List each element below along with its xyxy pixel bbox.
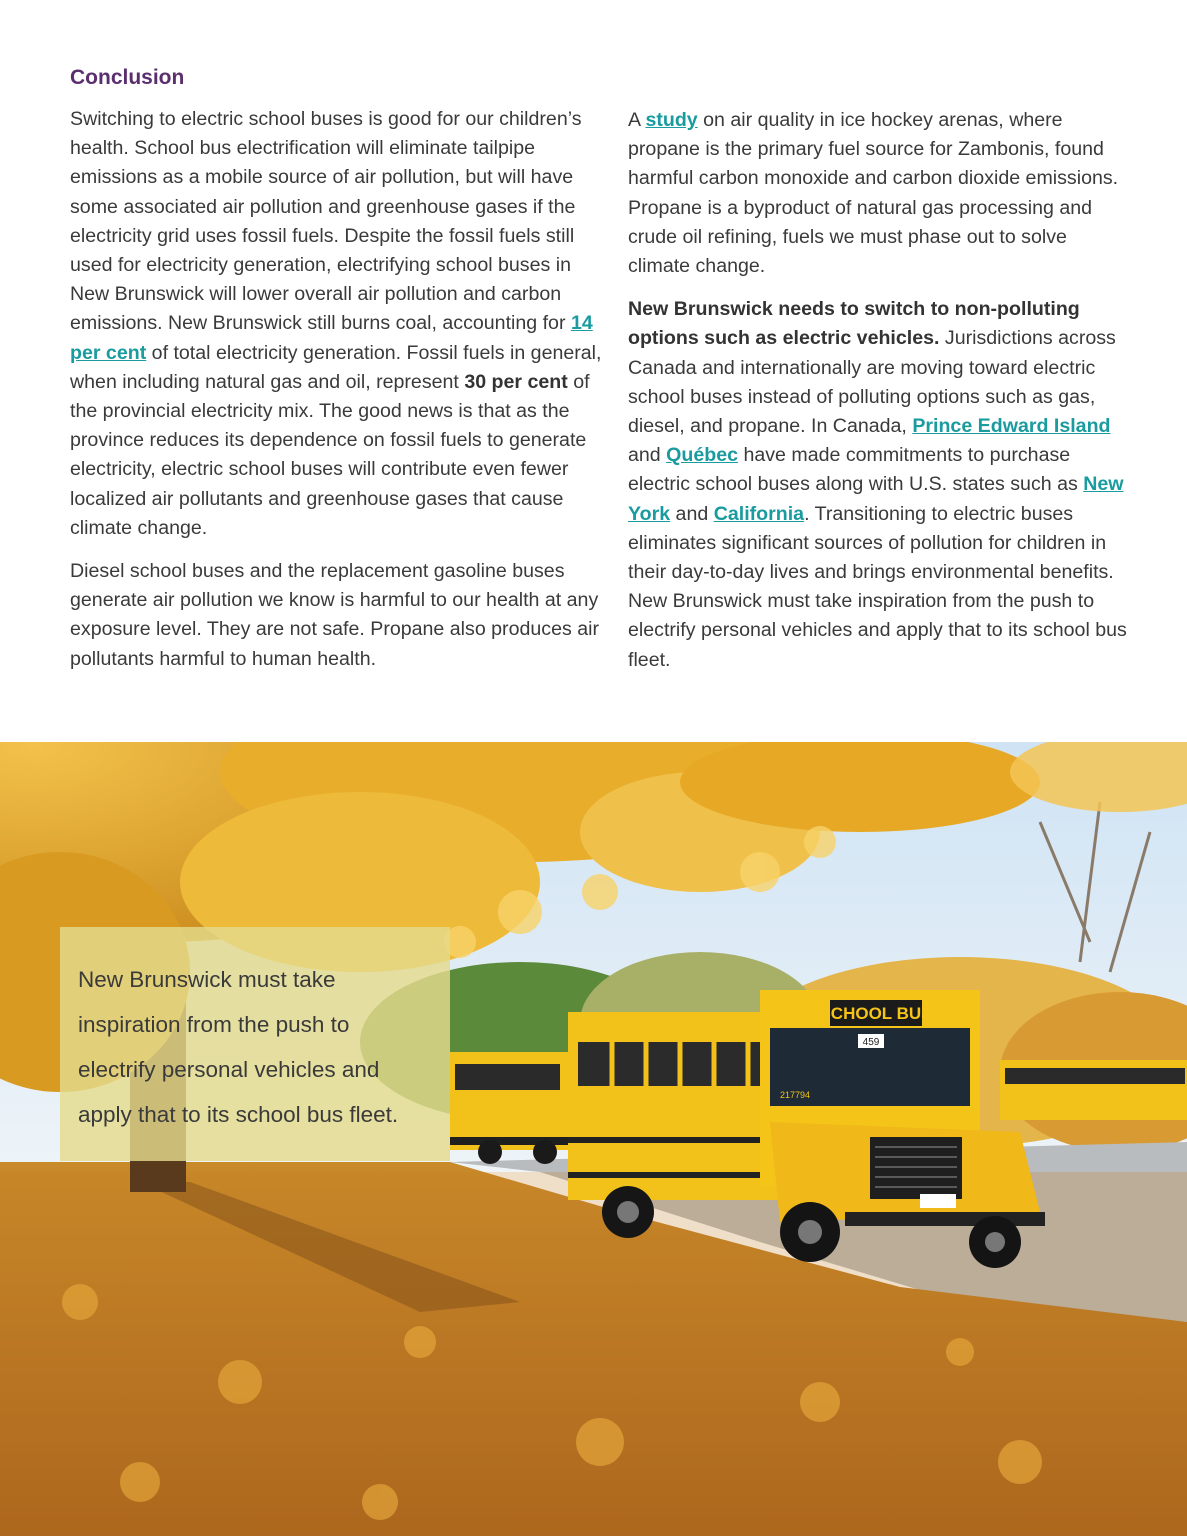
inline-link[interactable]: New York (628, 473, 1124, 525)
pull-quote-box (60, 927, 450, 1161)
paragraph (70, 557, 605, 674)
paragraph (70, 105, 605, 543)
text-run: of total electricity generation. Fossil fuels in general, when including natural gas and oil, represent (70, 341, 602, 393)
bold-text: 30 per cent (464, 370, 568, 393)
paragraph (628, 106, 1128, 281)
text-run: Diesel school buses and the replacement gasoline buses generate air pollution we know is harmful to our health at any exposure level. They are not safe. Propane also produces air pollutants harmful to human health. (70, 560, 599, 670)
text-run: and (628, 444, 667, 467)
text-run: have made commitments to purchase electric school buses along with U.S. states such as (628, 444, 1084, 496)
inline-link[interactable]: 14 per cent (70, 312, 593, 364)
paragraph (628, 295, 1128, 675)
school-bus-photo (0, 742, 1187, 1536)
inline-link[interactable]: Prince Edward Island (912, 415, 1111, 438)
text-run: Switching to electric school buses is good for our children’s health. School bus electrification will eliminate tailpipe emissions as a mobile source of air pollution, but will have some associated air pollution and greenhouse gases if the electricity grid uses fossil fuels. Despite the fossil fuels still used for electricity generation, electrifying school buses in New Brunswick will lower overall air pollution and carbon emissions. New Brunswick still burns coal, accounting for (70, 108, 582, 335)
text-run: Jurisdictions across Canada and internationally are moving toward electric school buses instead of polluting options such as gas, diesel, and propane. In Canada, (628, 327, 1116, 438)
bus-sign: SCHOOL BUS (819, 1004, 933, 1023)
pull-quote-text: New Brunswick must take inspiration from the push to electrify personal vehicles and apply that to its school bus fleet. (78, 967, 399, 1127)
bold-text: New Brunswick needs to switch to non-polluting options such as electric vehicles. (628, 298, 1080, 350)
bus-fleet-id: 217794 (780, 1090, 811, 1100)
right-column (628, 106, 1128, 689)
text-run: . Transitioning to electric buses eliminates significant sources of pollution for children in their day-to-day lives and brings environmental benefits. New Brunswick must take inspiration from the push to electrify personal vehicles and apply that to its school bus fleet. (628, 502, 1127, 671)
text-run: and (670, 502, 714, 525)
left-column (70, 105, 605, 688)
text-run: A (628, 109, 646, 131)
section-heading: Conclusion (70, 66, 185, 89)
inline-link[interactable]: California (713, 502, 805, 525)
inline-link[interactable]: Québec (666, 444, 739, 467)
text-run: of the provincial electricity mix. The good news is that as the province reduces its dependence on fossil fuels to generate electricity, electric school buses will contribute even fewer localized air pollutants and greenhouse gases that cause climate change. (70, 370, 590, 539)
bus-number: 459 (862, 1037, 880, 1048)
inline-link[interactable]: study (645, 109, 698, 131)
text-run: on air quality in ice hockey arenas, where propane is the primary fuel source for Zambonis, found harmful carbon monoxide and carbon dioxide emissions. Propane is a byproduct of natural gas processing and crude oil refining, fuels we must phase out to solve climate change. (628, 109, 1119, 278)
